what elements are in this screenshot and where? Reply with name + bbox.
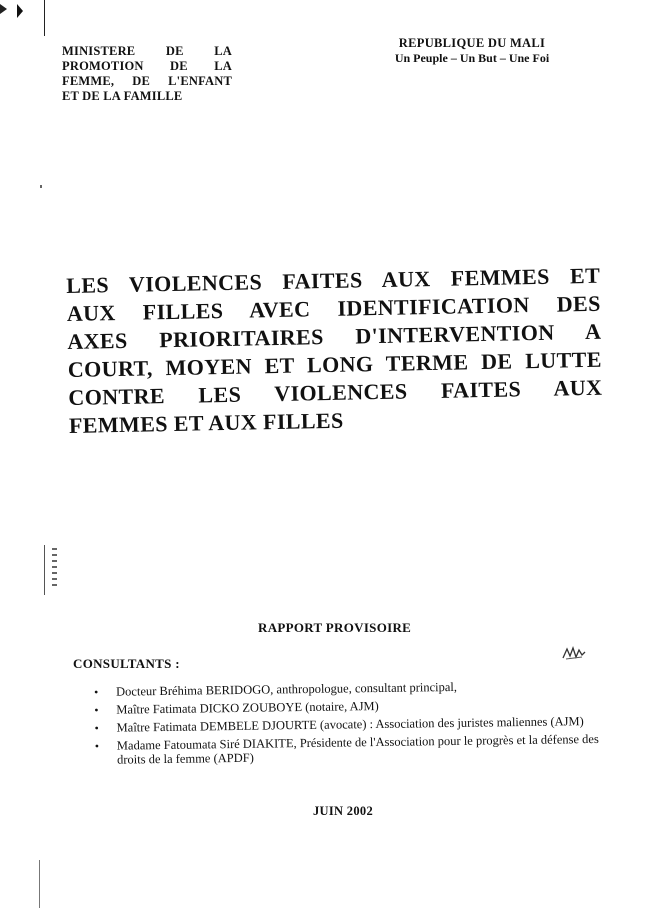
ministry-line: PROMOTION DE LA [62,59,232,73]
scan-line [39,860,40,908]
consultant-entry: Docteur Bréhima BERIDOGO, anthropologue, consultant principal, [115,679,458,699]
ministry-line: MINISTERE DE LA [62,44,232,58]
ministry-line: ET DE LA FAMILLE [62,89,183,103]
republic-header [378,36,566,66]
scan-mark [0,4,7,14]
ministry-line: FEMME, DE L'ENFANT [62,74,232,88]
document-title [66,262,603,440]
bullet-icon: • [93,684,99,699]
scribble-mark [562,646,586,660]
scan-mark [17,4,23,18]
scan-speckle [52,548,57,588]
republic-motto: Un Peuple – Un But – Une Foi [394,51,550,65]
title-line: AXES PRIORITAIRES D'INTERVENTION A [67,318,602,354]
consultant-list [92,678,613,771]
bullet-icon: • [94,738,100,753]
bullet-icon: • [94,720,99,735]
list-item [93,732,613,767]
list-item [92,678,612,699]
consultant-entry: Maître Fatimata DEMBELE DJOURTE (avocate) : Association des juristes maliennes (AJM) [116,714,584,735]
title-line: FEMMES ET AUX FILLES [68,407,344,438]
report-status: RAPPORT PROVISOIRE [258,620,412,635]
consultants-label: CONSULTANTS : [73,656,180,671]
document-date: JUIN 2002 [313,804,373,818]
title-line: CONTRE LES VIOLENCES FAITES AUX [68,374,603,410]
republic-title: REPUBLIQUE DU MALI [398,36,546,50]
scan-line [44,0,45,36]
title-line: COURT, MOYEN ET LONG TERME DE LUTTE [67,346,603,382]
scan-speckle [40,185,42,188]
title-line: LES VIOLENCES FAITES AUX FEMMES ET [66,262,601,298]
list-item [92,696,612,717]
consultant-entry: Madame Fatoumata Siré DIAKITE, Présidente de l'Association pour le progrès et la défense des droits de la femme (APDF) [116,731,599,767]
scan-line [44,545,45,595]
list-item [93,714,613,735]
title-line: AUX FILLES AVEC IDENTIFICATION DES [66,290,601,326]
consultant-entry: Maître Fatimata DICKO ZOUBOYE (notaire, AJM) [116,698,379,717]
ministry-header [62,44,232,104]
bullet-icon: • [94,702,99,717]
